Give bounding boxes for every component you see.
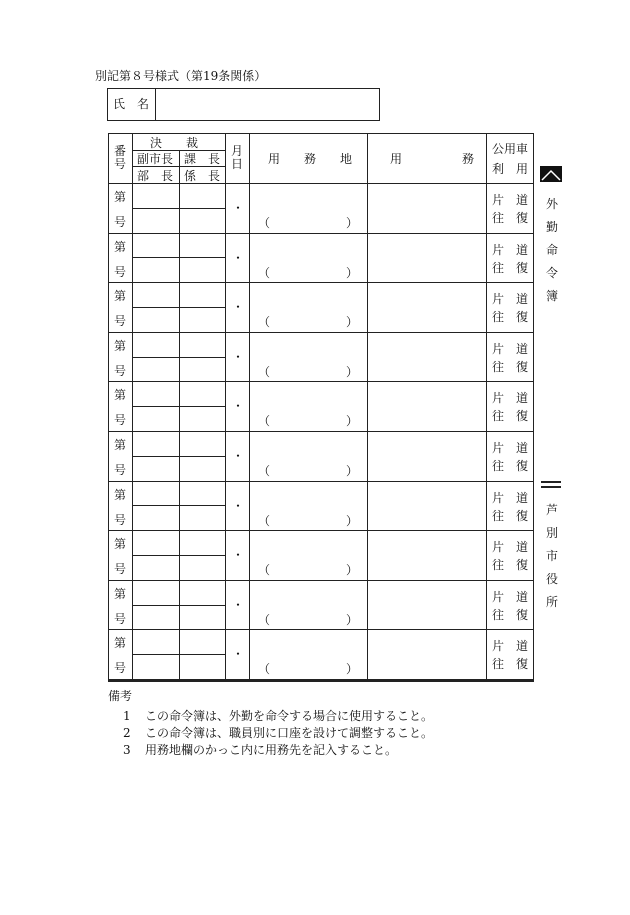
date-input[interactable]	[226, 234, 248, 282]
business-input[interactable]	[368, 531, 485, 579]
row-number-bottom: 号	[114, 364, 127, 378]
approver-cell-4[interactable]	[180, 308, 225, 331]
date-input[interactable]	[226, 184, 248, 232]
approver-cell-3[interactable]	[133, 407, 178, 430]
paren-close: ）	[346, 563, 359, 577]
date-input[interactable]	[226, 432, 248, 480]
car-option-round-trip[interactable]: 往 復	[492, 211, 529, 225]
approver-cell-3[interactable]	[133, 606, 178, 629]
approver-cell-3[interactable]	[133, 209, 178, 232]
row-number-top: 第	[114, 537, 127, 551]
row-number-bottom: 号	[114, 265, 127, 279]
row-number-bottom: 号	[114, 413, 127, 427]
approver-cell-2[interactable]	[180, 630, 225, 653]
paren-open: （	[258, 216, 271, 230]
car-option-round-trip[interactable]: 往 復	[492, 409, 529, 423]
row-number-top: 第	[114, 339, 127, 353]
paren-open: （	[258, 266, 271, 280]
header-business: 用 務	[390, 152, 475, 166]
date-separator: ・	[232, 499, 245, 513]
row-number-bottom: 号	[114, 513, 127, 527]
side-title: 外勤命令簿	[545, 197, 558, 303]
car-option-one-way[interactable]: 片 道	[492, 193, 529, 207]
car-option-round-trip[interactable]: 往 復	[492, 360, 529, 374]
date-input[interactable]	[226, 283, 248, 331]
approver-cell-3[interactable]	[133, 457, 178, 480]
car-option-one-way[interactable]: 片 道	[492, 540, 529, 554]
row-number-bottom: 号	[114, 314, 127, 328]
form-title: 別記第８号様式（第19条関係）	[95, 69, 267, 83]
paren-close: ）	[346, 315, 359, 329]
header-car-2: 利 用	[492, 162, 529, 176]
paren-open: （	[258, 613, 271, 627]
row-number-top: 第	[114, 240, 127, 254]
car-option-round-trip[interactable]: 往 復	[492, 558, 529, 572]
approver-cell-1[interactable]	[133, 234, 178, 257]
name-input[interactable]	[160, 92, 375, 117]
approver-cell-1[interactable]	[133, 482, 178, 505]
name-label: 氏 名	[113, 97, 150, 111]
car-option-round-trip[interactable]: 往 復	[492, 459, 529, 473]
approver-cell-1[interactable]	[133, 184, 178, 207]
approver-cell-1[interactable]	[133, 432, 178, 455]
business-input[interactable]	[368, 333, 485, 381]
car-option-round-trip[interactable]: 往 復	[492, 261, 529, 275]
date-separator: ・	[232, 350, 245, 364]
row-number-bottom: 号	[114, 215, 127, 229]
row-number-top: 第	[114, 190, 127, 204]
row-number-top: 第	[114, 587, 127, 601]
note-text: 用務地欄のかっこ内に用務先を記入すること。	[145, 743, 398, 757]
date-separator: ・	[232, 449, 245, 463]
row-number-top: 第	[114, 388, 127, 402]
header-approval: 決 裁	[150, 136, 199, 150]
business-input[interactable]	[368, 382, 485, 430]
note-number: 2	[123, 726, 131, 740]
approver-cell-4[interactable]	[180, 506, 225, 529]
approver-cell-4[interactable]	[180, 457, 225, 480]
approver-cell-2[interactable]	[180, 482, 225, 505]
car-option-one-way[interactable]: 片 道	[492, 391, 529, 405]
date-separator: ・	[232, 399, 245, 413]
approver-cell-4[interactable]	[180, 407, 225, 430]
approver-cell-4[interactable]	[180, 655, 225, 678]
date-input[interactable]	[226, 482, 248, 530]
date-input[interactable]	[226, 531, 248, 579]
car-option-one-way[interactable]: 片 道	[492, 639, 529, 653]
car-option-one-way[interactable]: 片 道	[492, 441, 529, 455]
note-text: この命令簿は、外勤を命令する場合に使用すること。	[145, 709, 434, 723]
note-text: この命令簿は、職員別に口座を設けて調整すること。	[145, 726, 434, 740]
row-number-top: 第	[114, 488, 127, 502]
header-car-1: 公用車	[492, 142, 529, 156]
date-separator: ・	[232, 251, 245, 265]
approver-cell-2[interactable]	[180, 531, 225, 554]
destination-input[interactable]	[250, 432, 366, 480]
approver-cell-3[interactable]	[133, 556, 178, 579]
business-input[interactable]	[368, 432, 485, 480]
business-input[interactable]	[368, 283, 485, 331]
date-input[interactable]	[226, 333, 248, 381]
header-number: 番号	[114, 144, 127, 171]
date-separator: ・	[232, 201, 245, 215]
approver-cell-1[interactable]	[133, 531, 178, 554]
destination-input[interactable]	[250, 531, 366, 579]
row-number-bottom: 号	[114, 661, 127, 675]
header-approver-1: 副市長	[137, 152, 174, 166]
car-option-one-way[interactable]: 片 道	[492, 243, 529, 257]
approver-cell-2[interactable]	[180, 234, 225, 257]
approver-cell-2[interactable]	[180, 283, 225, 306]
approver-cell-2[interactable]	[180, 333, 225, 356]
date-separator: ・	[232, 548, 245, 562]
business-input[interactable]	[368, 184, 485, 232]
row-number-top: 第	[114, 289, 127, 303]
row-number-bottom: 号	[114, 463, 127, 477]
destination-input[interactable]	[250, 382, 366, 430]
business-input[interactable]	[368, 630, 485, 678]
paren-close: ）	[346, 613, 359, 627]
approver-cell-4[interactable]	[180, 358, 225, 381]
approver-cell-2[interactable]	[180, 382, 225, 405]
approver-cell-2[interactable]	[180, 184, 225, 207]
paren-close: ）	[346, 464, 359, 478]
date-separator: ・	[232, 598, 245, 612]
paren-close: ）	[346, 216, 359, 230]
approver-cell-1[interactable]	[133, 581, 178, 604]
paren-close: ）	[346, 514, 359, 528]
paren-open: （	[258, 514, 271, 528]
destination-input[interactable]	[250, 581, 366, 629]
paren-open: （	[258, 563, 271, 577]
paren-close: ）	[346, 414, 359, 428]
destination-input[interactable]	[250, 333, 366, 381]
destination-input[interactable]	[250, 234, 366, 282]
car-option-one-way[interactable]: 片 道	[492, 292, 529, 306]
paren-open: （	[258, 662, 271, 676]
approver-cell-1[interactable]	[133, 283, 178, 306]
car-option-one-way[interactable]: 片 道	[492, 342, 529, 356]
header-approver-4: 係 長	[184, 169, 221, 183]
date-input[interactable]	[226, 581, 248, 629]
destination-input[interactable]	[250, 630, 366, 678]
approver-cell-4[interactable]	[180, 209, 225, 232]
car-option-round-trip[interactable]: 往 復	[492, 657, 529, 671]
date-input[interactable]	[226, 630, 248, 678]
date-input[interactable]	[226, 382, 248, 430]
approver-cell-1[interactable]	[133, 382, 178, 405]
row-number-bottom: 号	[114, 562, 127, 576]
date-separator: ・	[232, 647, 245, 661]
approver-cell-2[interactable]	[180, 432, 225, 455]
paren-close: ）	[346, 662, 359, 676]
note-number: 3	[123, 743, 131, 757]
approver-cell-2[interactable]	[180, 581, 225, 604]
row-number-top: 第	[114, 438, 127, 452]
business-input[interactable]	[368, 234, 485, 282]
car-option-one-way[interactable]: 片 道	[492, 590, 529, 604]
paren-open: （	[258, 414, 271, 428]
approver-cell-4[interactable]	[180, 258, 225, 281]
paren-close: ）	[346, 266, 359, 280]
side-office: 芦別市役所	[545, 503, 558, 609]
business-input[interactable]	[368, 482, 485, 530]
approver-cell-3[interactable]	[133, 308, 178, 331]
business-input[interactable]	[368, 581, 485, 629]
car-option-one-way[interactable]: 片 道	[492, 491, 529, 505]
approver-cell-4[interactable]	[180, 606, 225, 629]
row-number-bottom: 号	[114, 612, 127, 626]
destination-input[interactable]	[250, 283, 366, 331]
car-option-round-trip[interactable]: 往 復	[492, 509, 529, 523]
car-option-round-trip[interactable]: 往 復	[492, 608, 529, 622]
row-number-top: 第	[114, 636, 127, 650]
notes-heading: 備考	[108, 689, 133, 703]
destination-input[interactable]	[250, 184, 366, 232]
car-option-round-trip[interactable]: 往 復	[492, 310, 529, 324]
approver-cell-1[interactable]	[133, 333, 178, 356]
header-approver-3: 部 長	[137, 169, 174, 183]
approver-cell-1[interactable]	[133, 630, 178, 653]
approver-cell-4[interactable]	[180, 556, 225, 579]
header-approver-2: 課 長	[184, 152, 221, 166]
paren-open: （	[258, 464, 271, 478]
destination-input[interactable]	[250, 482, 366, 530]
paren-close: ）	[346, 365, 359, 379]
side-marker-icon	[540, 166, 562, 182]
approver-cell-3[interactable]	[133, 655, 178, 678]
approver-cell-3[interactable]	[133, 358, 178, 381]
date-separator: ・	[232, 300, 245, 314]
approver-cell-3[interactable]	[133, 506, 178, 529]
header-destination: 用 務 地	[268, 152, 353, 166]
header-date: 月日	[231, 144, 244, 171]
approver-cell-3[interactable]	[133, 258, 178, 281]
note-number: 1	[123, 709, 131, 723]
paren-open: （	[258, 365, 271, 379]
paren-open: （	[258, 315, 271, 329]
